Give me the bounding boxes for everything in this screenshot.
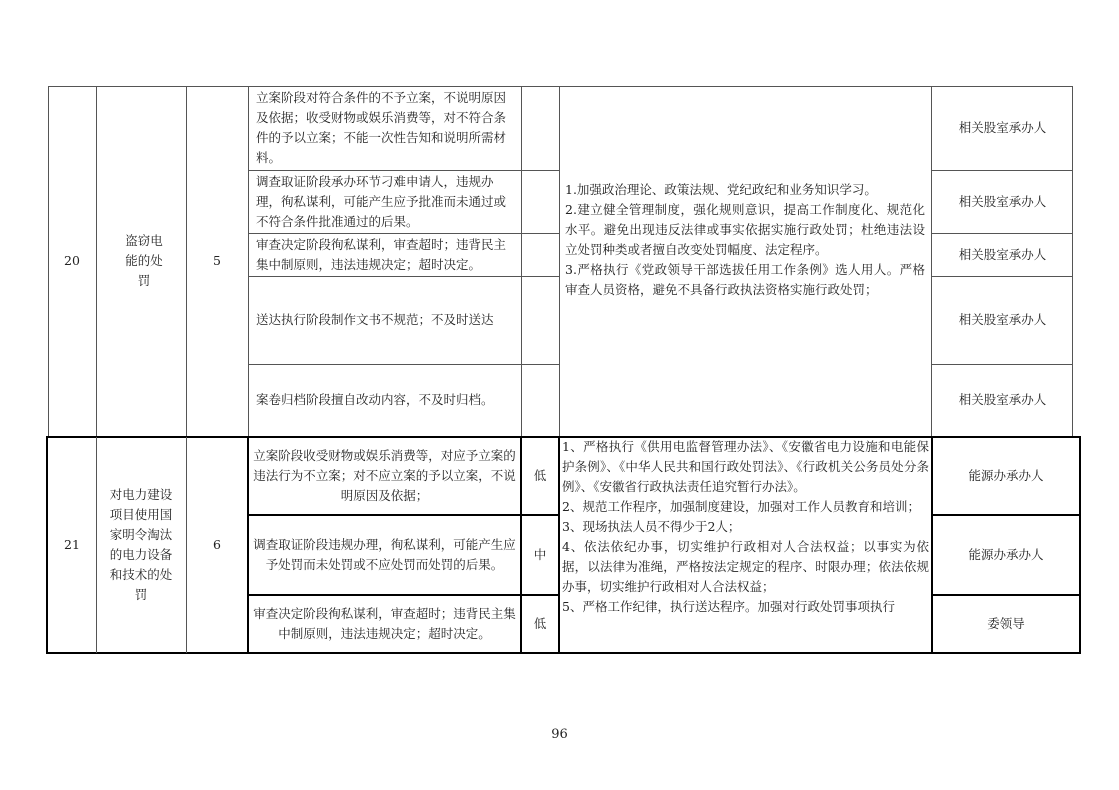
border-line (248, 594, 559, 596)
border-line (48, 86, 1073, 87)
row21-measure-2: 2、规范工作程序，加强制度建设，加强对工作人员教育和培训； (562, 499, 920, 514)
row20-count: 5 (213, 253, 221, 268)
border-line (186, 437, 187, 653)
row21-measure-3: 3、现场执法人员不得少于2人； (562, 519, 741, 534)
row20-responsible-2: 相关股室承办人 (958, 193, 1047, 209)
row21-count: 6 (213, 537, 221, 552)
border-line (932, 514, 1080, 516)
row21-level-3: 低 (533, 616, 547, 631)
border-line (96, 86, 97, 436)
row21-number: 21 (64, 537, 80, 552)
row21-risk-1: 立案阶段收受财物或娱乐消费等，对应予立案的违法行为不立案；对不应立案的予以立案，不说明原因及依据； (253, 448, 516, 503)
row20-responsible-3: 相关股室承办人 (958, 246, 1047, 262)
page-number: 96 (551, 727, 568, 742)
row21-responsible-1: 能源办承办人 (968, 468, 1044, 483)
border-line (931, 437, 933, 653)
row21-risk-3: 审查决定阶段徇私谋利，审查超时；违背民主集中制原则，违法违规决定；超时决定。 (253, 606, 516, 641)
border-line (46, 436, 48, 654)
row21-measures (559, 437, 932, 653)
row20-responsible-4: 相关股室承办人 (958, 312, 1047, 327)
border-line (520, 437, 522, 653)
border-line (48, 86, 49, 436)
border-line (1079, 436, 1081, 654)
border-line (931, 86, 932, 436)
row20-risk-3: 审查决定阶段徇私谋利，审查超时；违背民主集中制原则，违法违规决定；超时决定。 (256, 236, 507, 272)
border-line (248, 233, 559, 234)
border-line (248, 276, 559, 277)
border-line (931, 276, 1073, 277)
row21-item-name: 对电力建设项目使用国家明令淘汰的电力设备和技术的处罚 (109, 487, 173, 602)
row20-responsible-1: 相关股室承办人 (958, 120, 1047, 135)
row21-measure-1: 1、严格执行《供用电监督管理办法》、《安徽省电力设施和电能保护条例》、《中华人民共和国行政处罚法》、《行政机关公务员处分条例》、《安徽省行政执法责任追究暂行办法》。 (562, 439, 929, 494)
border-line (248, 364, 559, 365)
border-line (558, 437, 560, 653)
row21-level-1: 低 (533, 468, 547, 483)
border-line (96, 437, 97, 653)
border-line (521, 86, 522, 436)
row21-responsible-2: 能源办承办人 (968, 547, 1044, 562)
border-line (559, 86, 560, 436)
border-line (46, 652, 1081, 654)
row20-measure-1: 1.加强政治理论、政策法规、党纪政纪和业务知识学习。 (565, 182, 877, 197)
row20-item-name: 盗窃电能的处罚 (125, 233, 163, 288)
border-line (46, 436, 1081, 438)
row20-risk-4: 送达执行阶段制作文书不规范；不及时送达 (256, 312, 494, 327)
row21-measure-5: 5、严格工作纪律，执行送达程序。加强对行政处罚事项执行 (562, 599, 895, 614)
row20-measure-3: 3.严格执行《党政领导干部选拔任用工作条例》选人用人。严格审查人员资格，避免不具备行政执法资格实施行政处罚； (565, 262, 925, 297)
border-line (248, 170, 559, 171)
row20-risk-2: 调查取证阶段承办环节刁难申请人，违规办理，徇私谋利，可能产生应予批准而未通过或不符合条件批准通过的后果。 (256, 173, 507, 229)
row20-number: 20 (64, 253, 80, 268)
row20-measures (559, 180, 931, 300)
border-line (931, 170, 1073, 171)
row21-risk-2: 调查取证阶段违规办理，徇私谋利，可能产生应予处罚而未处罚或不应处罚而处罚的后果。 (253, 537, 516, 572)
row21-responsible-3: 委领导 (987, 616, 1025, 631)
row21-level-2: 中 (533, 547, 547, 562)
border-line (1072, 86, 1073, 436)
row21-measure-4: 4、依法依纪办事，切实维护行政相对人合法权益；以事实为依据，以法律为准绳，严格按法定规定的程序、时限办理；依法依规办事，切实维护行政相对人合法权益； (562, 539, 929, 594)
border-line (931, 233, 1073, 234)
row20-measure-2: 2.建立健全管理制度，强化规则意识，提高工作制度化、规范化水平。避免出现违反法律或事实依据实施行政处罚；杜绝违法设立处罚种类或者擅自改变处罚幅度、法定程序。 (565, 202, 925, 257)
border-line (931, 364, 1073, 365)
row20-risk-5: 案卷归档阶段擅自改动内容，不及时归档。 (256, 392, 494, 407)
border-line (248, 86, 249, 436)
row20-responsible-5: 相关股室承办人 (958, 392, 1047, 407)
border-line (248, 514, 559, 516)
border-line (932, 594, 1080, 596)
row20-risk-1: 立案阶段对符合条件的不予立案，不说明原因及依据；收受财物或娱乐消费等，对不符合条件的予以立案；不能一次性告知和说明所需材料。 (256, 90, 507, 165)
border-line (247, 437, 249, 653)
border-line (186, 86, 187, 436)
